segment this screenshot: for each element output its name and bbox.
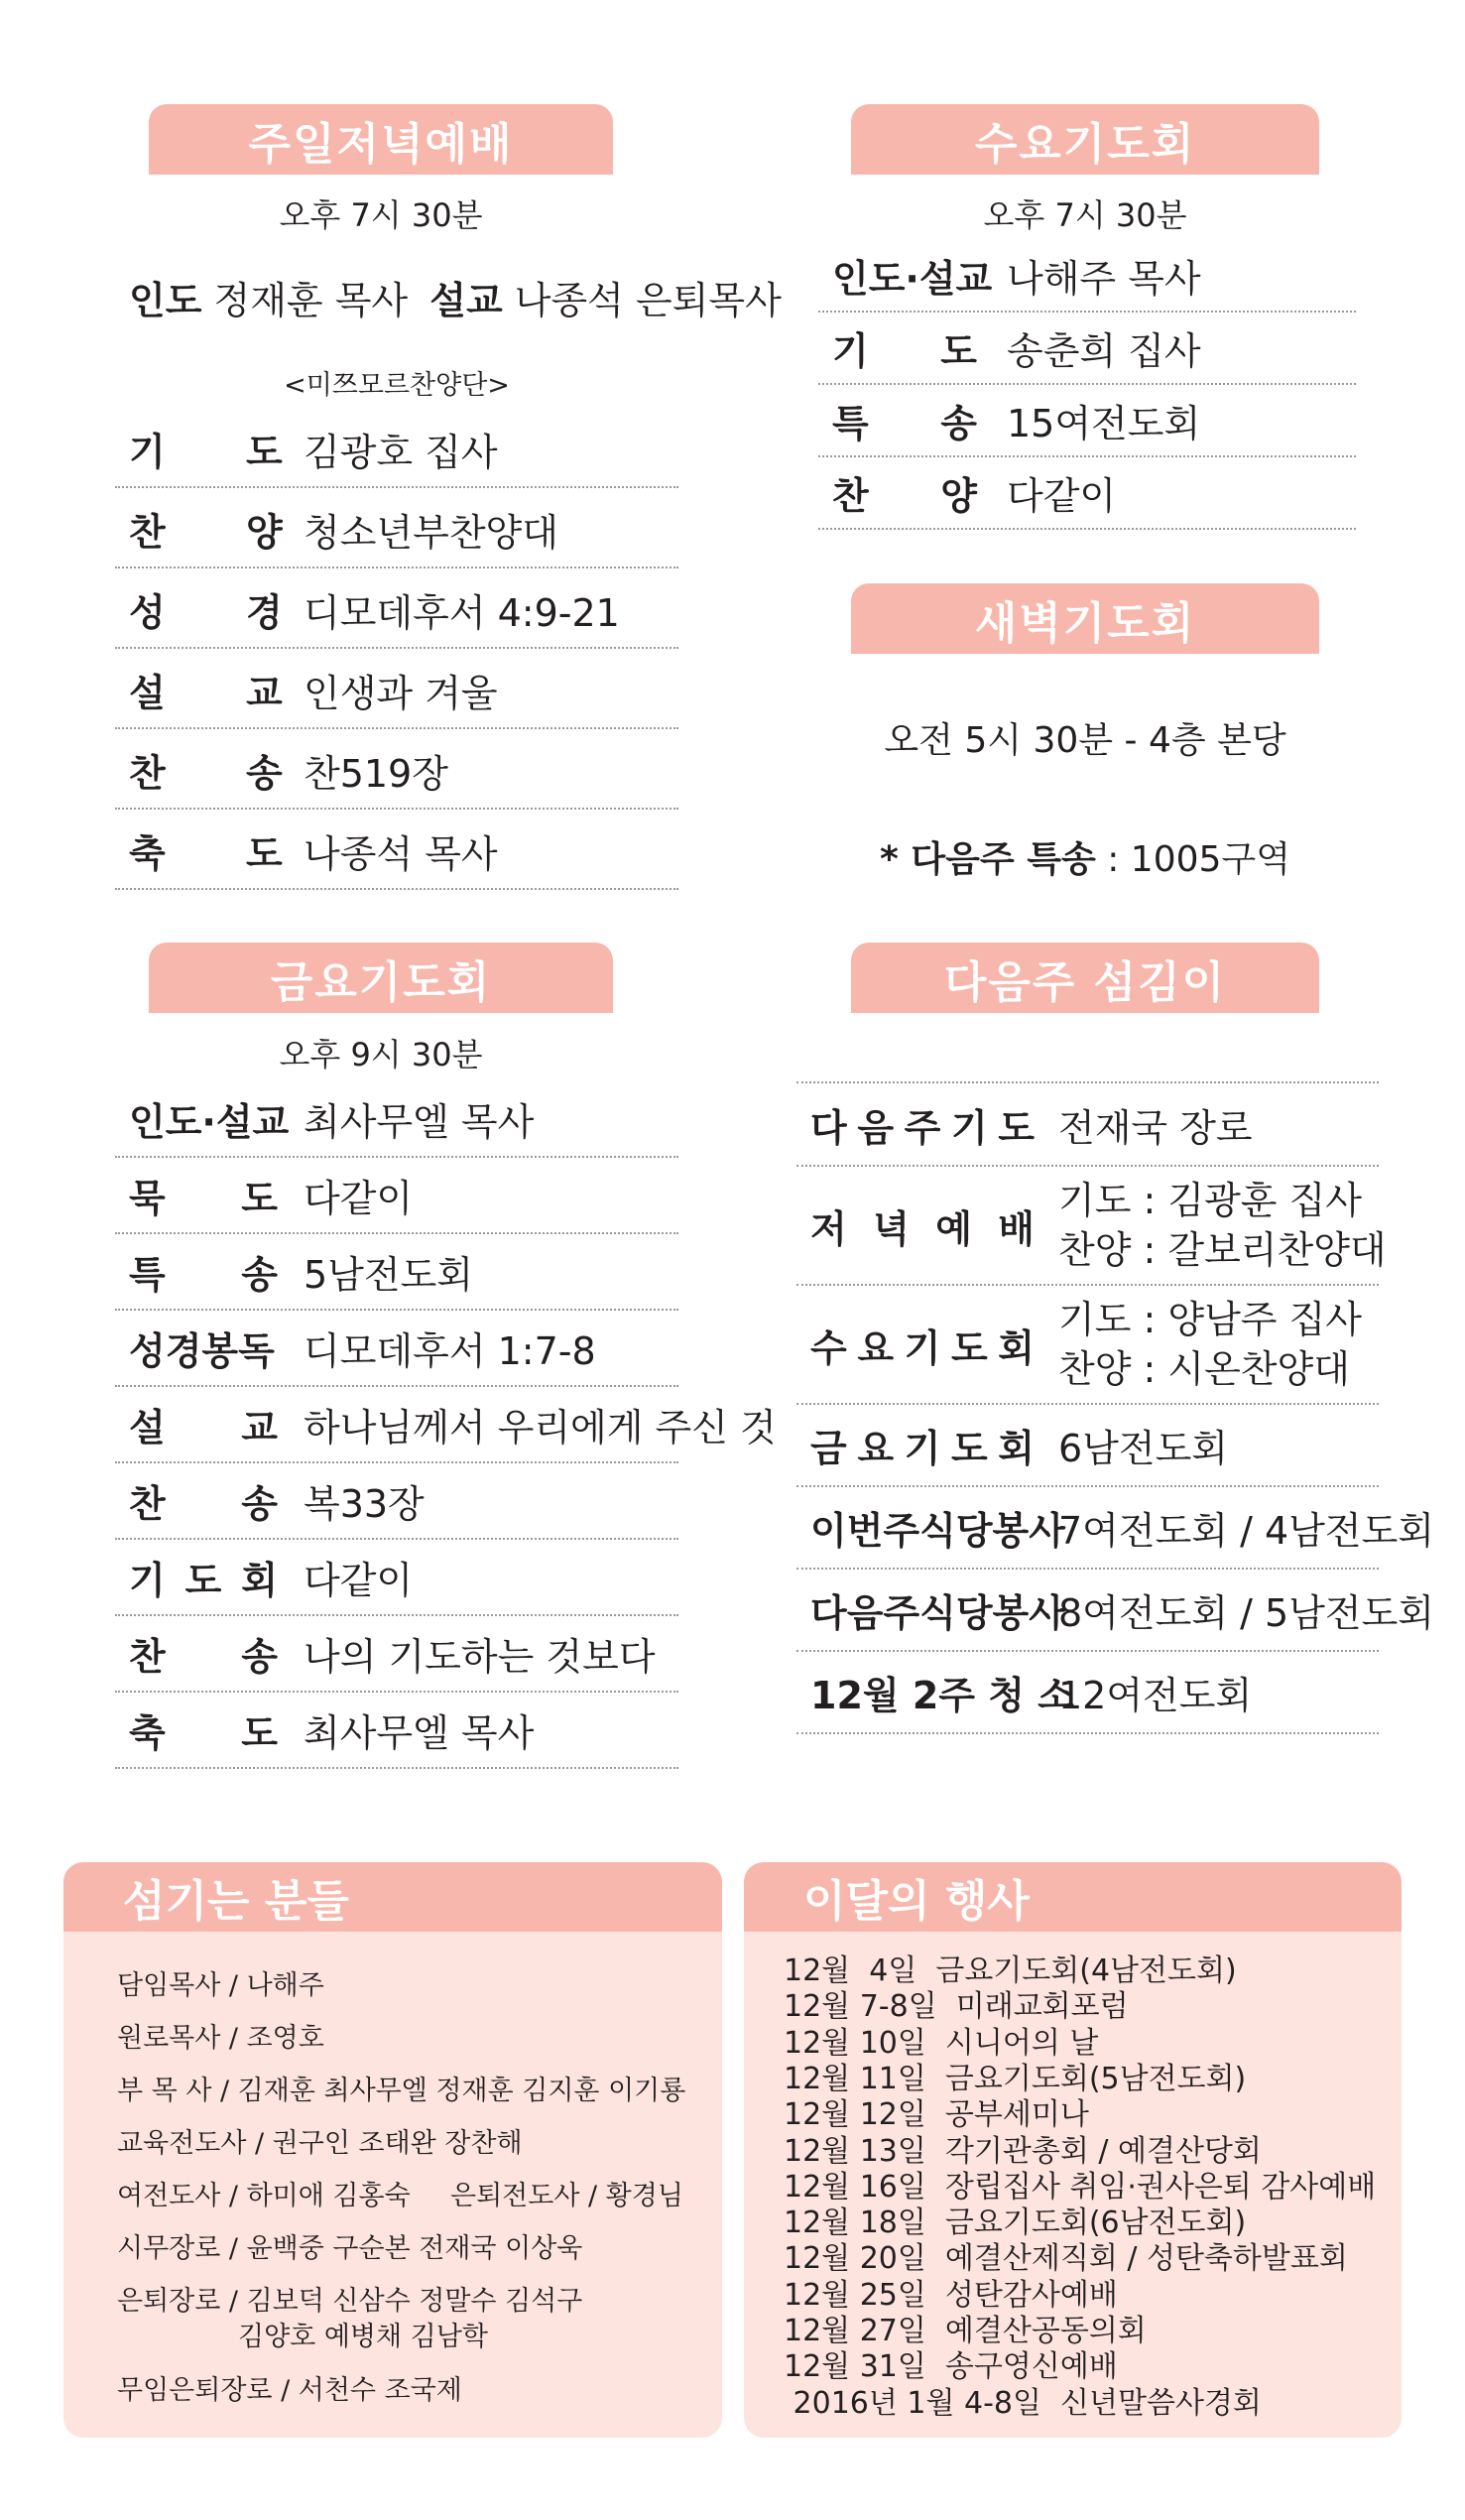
program-row <box>796 1487 1434 1570</box>
row-label-part: 특 <box>832 402 869 445</box>
program-row <box>818 240 1356 313</box>
row-label <box>129 1234 304 1309</box>
program-row <box>796 1652 1379 1734</box>
row-label-char: 찬 <box>129 751 166 796</box>
sunday-evening-time: 오후 7시 30분 <box>279 196 483 234</box>
program-row <box>115 1463 678 1540</box>
row-label <box>129 813 304 888</box>
server-line: 김양호 예병채 김남학 <box>238 2322 488 2352</box>
row-label <box>832 457 1007 528</box>
event-line: 12월 7-8일 미래교회포럼 <box>784 1989 1129 2025</box>
row-value: 7여전도회 / 4남전도회 <box>1058 1509 1434 1553</box>
row-label-part: 회 <box>998 1325 1035 1370</box>
program-row <box>115 411 678 488</box>
row-value: 디모데후서 4:9-21 <box>304 590 620 635</box>
event-line: 12월 13일 각기관총회 / 예결산당회 <box>784 2133 1262 2169</box>
event-line: 12월 27일 예결산공동의회 <box>784 2314 1147 2348</box>
row-label-part: 도 <box>241 1177 278 1220</box>
row-label <box>129 1081 304 1156</box>
row-label-part: 양 <box>940 474 977 518</box>
row-label-part: 도 <box>241 1711 278 1755</box>
servers-title: 섬기는 분들 <box>123 1876 349 1927</box>
row-label <box>832 385 1007 455</box>
row-label-part: 기 <box>904 1427 941 1470</box>
row-value: 다같이 <box>304 1177 414 1220</box>
row-label-char: 양 <box>246 510 283 555</box>
row-label-text: 인도·설교 <box>832 257 993 301</box>
row-label-char: 성 <box>129 590 166 635</box>
row-label <box>832 313 1007 383</box>
servers-box <box>63 1862 722 2438</box>
program-row <box>115 1158 678 1234</box>
row-value: 15여전도회 <box>1007 402 1201 445</box>
dawn-time-place: 오전 5시 30분 - 4층 본당 <box>884 720 1286 761</box>
program-row <box>115 1311 678 1387</box>
row-label <box>810 1487 1065 1568</box>
row-label <box>129 1463 304 1538</box>
sunday-evening-lead-line <box>129 270 782 324</box>
row-label-char: 찬 <box>129 510 166 555</box>
row-label-part: 기 <box>129 1559 166 1602</box>
sermon-value: 나종석 은퇴목사 <box>514 279 782 322</box>
lead-label: 인도 <box>129 279 202 322</box>
next-week-top-divider <box>796 1081 1379 1083</box>
row-label-part: 찬 <box>832 474 869 518</box>
row-value: 5남전도회 <box>304 1253 474 1297</box>
row-label-part: 도 <box>184 1559 222 1602</box>
event-line: 2016년 1월 4-8일 신년말씀사경회 <box>784 2385 1262 2421</box>
row-label-char: 교 <box>246 671 283 715</box>
row-value-line: 찬양 : 시온찬양대 <box>1058 1347 1350 1391</box>
row-label <box>129 1387 304 1461</box>
program-row <box>115 1234 678 1311</box>
event-line: 12월 18일 금요기도회(6남전도회) <box>784 2205 1247 2241</box>
row-value-line: 찬양 : 갈보리찬양대 <box>1058 1228 1387 1272</box>
row-label <box>129 1311 304 1385</box>
program-row <box>796 1084 1379 1167</box>
row-label-part: 수 <box>810 1325 847 1370</box>
row-label-text: 이번주식당봉사 <box>810 1509 1065 1553</box>
friday-header <box>149 943 613 1013</box>
row-label <box>832 240 1007 311</box>
row-value: 8여전도회 / 5남전도회 <box>1058 1591 1434 1635</box>
row-label-part: 송 <box>241 1635 278 1679</box>
row-label-char: 경 <box>246 590 283 635</box>
event-line: 12월 11일 금요기도회(5남전도회) <box>784 2061 1247 2096</box>
row-label-part: 회 <box>241 1559 278 1602</box>
row-label-part: 요 <box>857 1325 895 1370</box>
row-label-part: 송 <box>940 402 977 445</box>
row-label-part: 찬 <box>129 1482 166 1526</box>
program-row <box>115 813 678 890</box>
sermon-label: 설교 <box>429 279 503 322</box>
event-line: 12월 4일 금요기도회(4남전도회) <box>784 1953 1237 1988</box>
row-label-part: 묵 <box>129 1177 166 1220</box>
row-label-part: 도 <box>950 1325 988 1370</box>
row-value: 복33장 <box>304 1482 425 1526</box>
row-label-part: 녁 <box>873 1206 910 1251</box>
program-row <box>115 1540 678 1616</box>
dawn-header <box>851 583 1319 654</box>
friday-title: 금요기도회 <box>270 956 492 1008</box>
row-label-part: 음 <box>857 1106 895 1150</box>
wednesday-time: 오후 7시 30분 <box>983 196 1187 234</box>
row-label <box>810 1084 1058 1165</box>
row-label-part: 주 <box>904 1106 941 1150</box>
server-line: 교육전도사 / 권구인 조태완 장찬해 <box>117 2128 523 2159</box>
row-value: 나해주 목사 <box>1007 257 1201 301</box>
row-label <box>129 1693 304 1767</box>
events-box <box>744 1862 1402 2438</box>
row-label <box>129 1616 304 1691</box>
row-value: 인생과 겨울 <box>304 671 498 715</box>
row-value: 나종석 목사 <box>304 831 498 876</box>
event-line: 12월 12일 공부세미나 <box>784 2097 1089 2133</box>
row-label <box>129 491 304 567</box>
row-label-char: 도 <box>246 831 283 876</box>
row-value: 나의 기도하는 것보다 <box>304 1635 656 1679</box>
row-label <box>129 652 304 727</box>
program-row <box>818 313 1356 385</box>
program-row <box>818 385 1356 457</box>
program-row <box>115 571 678 649</box>
row-value: 최사무엘 목사 <box>304 1711 535 1755</box>
program-row <box>115 732 678 810</box>
row-label-part: 요 <box>857 1427 895 1470</box>
events-title: 이달의 행사 <box>803 1876 1030 1927</box>
row-label-part: 기 <box>904 1325 941 1370</box>
row-value: 찬519장 <box>304 751 448 796</box>
next-special-label: * 다음주 특송 <box>880 839 1096 880</box>
row-label-char: 축 <box>129 831 166 876</box>
event-line: 12월 20일 예결산제직회 / 성탄축하발표회 <box>784 2241 1348 2277</box>
row-label-part: 금 <box>810 1427 847 1470</box>
server-line: 무임은퇴장로 / 서천수 조국제 <box>117 2375 462 2406</box>
row-label-part: 기 <box>832 329 869 373</box>
event-line: 12월 10일 시니어의 날 <box>784 2025 1099 2061</box>
dawn-next-special <box>851 831 1319 882</box>
row-label-part: 기 <box>950 1106 988 1150</box>
program-row <box>115 1616 678 1693</box>
program-row <box>796 1570 1434 1652</box>
event-line: 12월 16일 장립집사 취임·권사은퇴 감사예배 <box>784 2169 1377 2205</box>
program-row <box>796 1286 1379 1405</box>
row-label-text: 다음주식당봉사 <box>810 1591 1065 1635</box>
row-label-text: 성경봉독 <box>129 1329 275 1373</box>
row-value: 12여전도회 <box>1058 1674 1253 1717</box>
row-label <box>810 1652 1074 1732</box>
row-label-part: 도 <box>950 1427 988 1470</box>
program-row <box>818 457 1356 530</box>
next-special-value: : 1005구역 <box>1107 839 1290 880</box>
program-row <box>115 1081 678 1158</box>
server-line: 부 목 사 / 김재훈 최사무엘 정재훈 김지훈 이기룡 <box>117 2076 686 2106</box>
row-label <box>129 571 304 647</box>
row-value: 전재국 장로 <box>1058 1106 1253 1150</box>
row-label-char: 설 <box>129 671 166 715</box>
row-label-char: 송 <box>246 751 283 796</box>
wednesday-header <box>851 104 1319 175</box>
row-label-part: 배 <box>998 1206 1035 1251</box>
event-line: 12월 25일 성탄감사예배 <box>784 2277 1118 2313</box>
row-label <box>129 732 304 808</box>
servers-header <box>63 1862 722 1932</box>
events-header <box>744 1862 1402 1932</box>
row-label-text: 인도·설교 <box>129 1100 290 1144</box>
row-value: 하나님께서 우리에게 주신 것 <box>304 1406 777 1449</box>
row-label <box>810 1167 1058 1284</box>
program-row <box>115 652 678 729</box>
row-label <box>810 1570 1065 1650</box>
friday-time: 오후 9시 30분 <box>279 1036 483 1073</box>
server-line: 원로목사 / 조영호 <box>117 2023 324 2054</box>
row-label <box>129 411 304 486</box>
row-label-part: 특 <box>129 1253 166 1297</box>
sunday-evening-header <box>149 104 613 175</box>
row-value: 다같이 <box>304 1559 414 1602</box>
server-line: 여전도사 / 하미애 김홍숙 <box>117 2181 411 2211</box>
next-week-title: 다음주 섬김이 <box>943 956 1227 1008</box>
row-label-part: 축 <box>129 1711 166 1755</box>
row-value: 6남전도회 <box>1058 1427 1229 1470</box>
server-line: 은퇴장로 / 김보덕 신삼수 정말수 김석구 <box>117 2286 583 2317</box>
server-line: 담임목사 / 나해주 <box>117 1970 324 2001</box>
row-label-text: 12월 2주 청 소 <box>810 1674 1074 1717</box>
row-label-part: 저 <box>810 1206 847 1251</box>
row-label <box>810 1405 1058 1485</box>
row-value: 김광호 집사 <box>304 430 498 474</box>
row-value: 다같이 <box>1007 474 1117 518</box>
row-value-line: 기도 : 김광훈 집사 <box>1058 1179 1362 1222</box>
row-value: 최사무엘 목사 <box>304 1100 535 1144</box>
dawn-title: 새벽기도회 <box>974 597 1196 649</box>
program-row <box>796 1405 1379 1487</box>
server-line: 시무장로 / 윤백중 구순본 전재국 이상욱 <box>117 2233 583 2264</box>
row-label-part: 설 <box>129 1406 166 1449</box>
choir-note: <미쯔모르찬양단> <box>284 370 510 401</box>
sunday-evening-title: 주일저녁예배 <box>248 118 514 170</box>
row-label <box>129 1540 304 1614</box>
row-value: 청소년부찬양대 <box>304 510 558 555</box>
row-value: 디모데후서 1:7-8 <box>304 1329 596 1373</box>
row-label-part: 교 <box>241 1406 278 1449</box>
server-line: 은퇴전도사 / 황경님 <box>450 2181 683 2211</box>
program-row <box>115 1387 777 1463</box>
row-value <box>1058 1295 1379 1394</box>
row-label-part: 다 <box>810 1106 847 1150</box>
row-label-char: 기 <box>129 430 166 474</box>
row-label-part: 회 <box>998 1427 1035 1470</box>
row-label-char: 도 <box>246 430 283 474</box>
program-row <box>115 491 678 568</box>
next-week-header <box>851 943 1319 1013</box>
row-label-part: 찬 <box>129 1635 166 1679</box>
row-label-part: 도 <box>998 1106 1035 1150</box>
row-value-line: 기도 : 양남주 집사 <box>1058 1298 1362 1341</box>
row-label <box>810 1286 1058 1403</box>
row-label-part: 예 <box>935 1206 972 1251</box>
event-line: 12월 31일 송구영신예배 <box>784 2349 1118 2385</box>
row-label-part: 송 <box>241 1482 278 1526</box>
row-label-part: 송 <box>241 1253 278 1297</box>
row-value <box>1058 1176 1387 1275</box>
row-label <box>129 1158 304 1232</box>
wednesday-title: 수요기도회 <box>974 118 1196 170</box>
program-row <box>796 1167 1387 1286</box>
row-label-part: 도 <box>940 329 977 373</box>
program-row <box>115 1693 678 1769</box>
lead-value: 정재훈 목사 <box>213 279 409 322</box>
row-value: 송춘희 집사 <box>1007 329 1201 373</box>
